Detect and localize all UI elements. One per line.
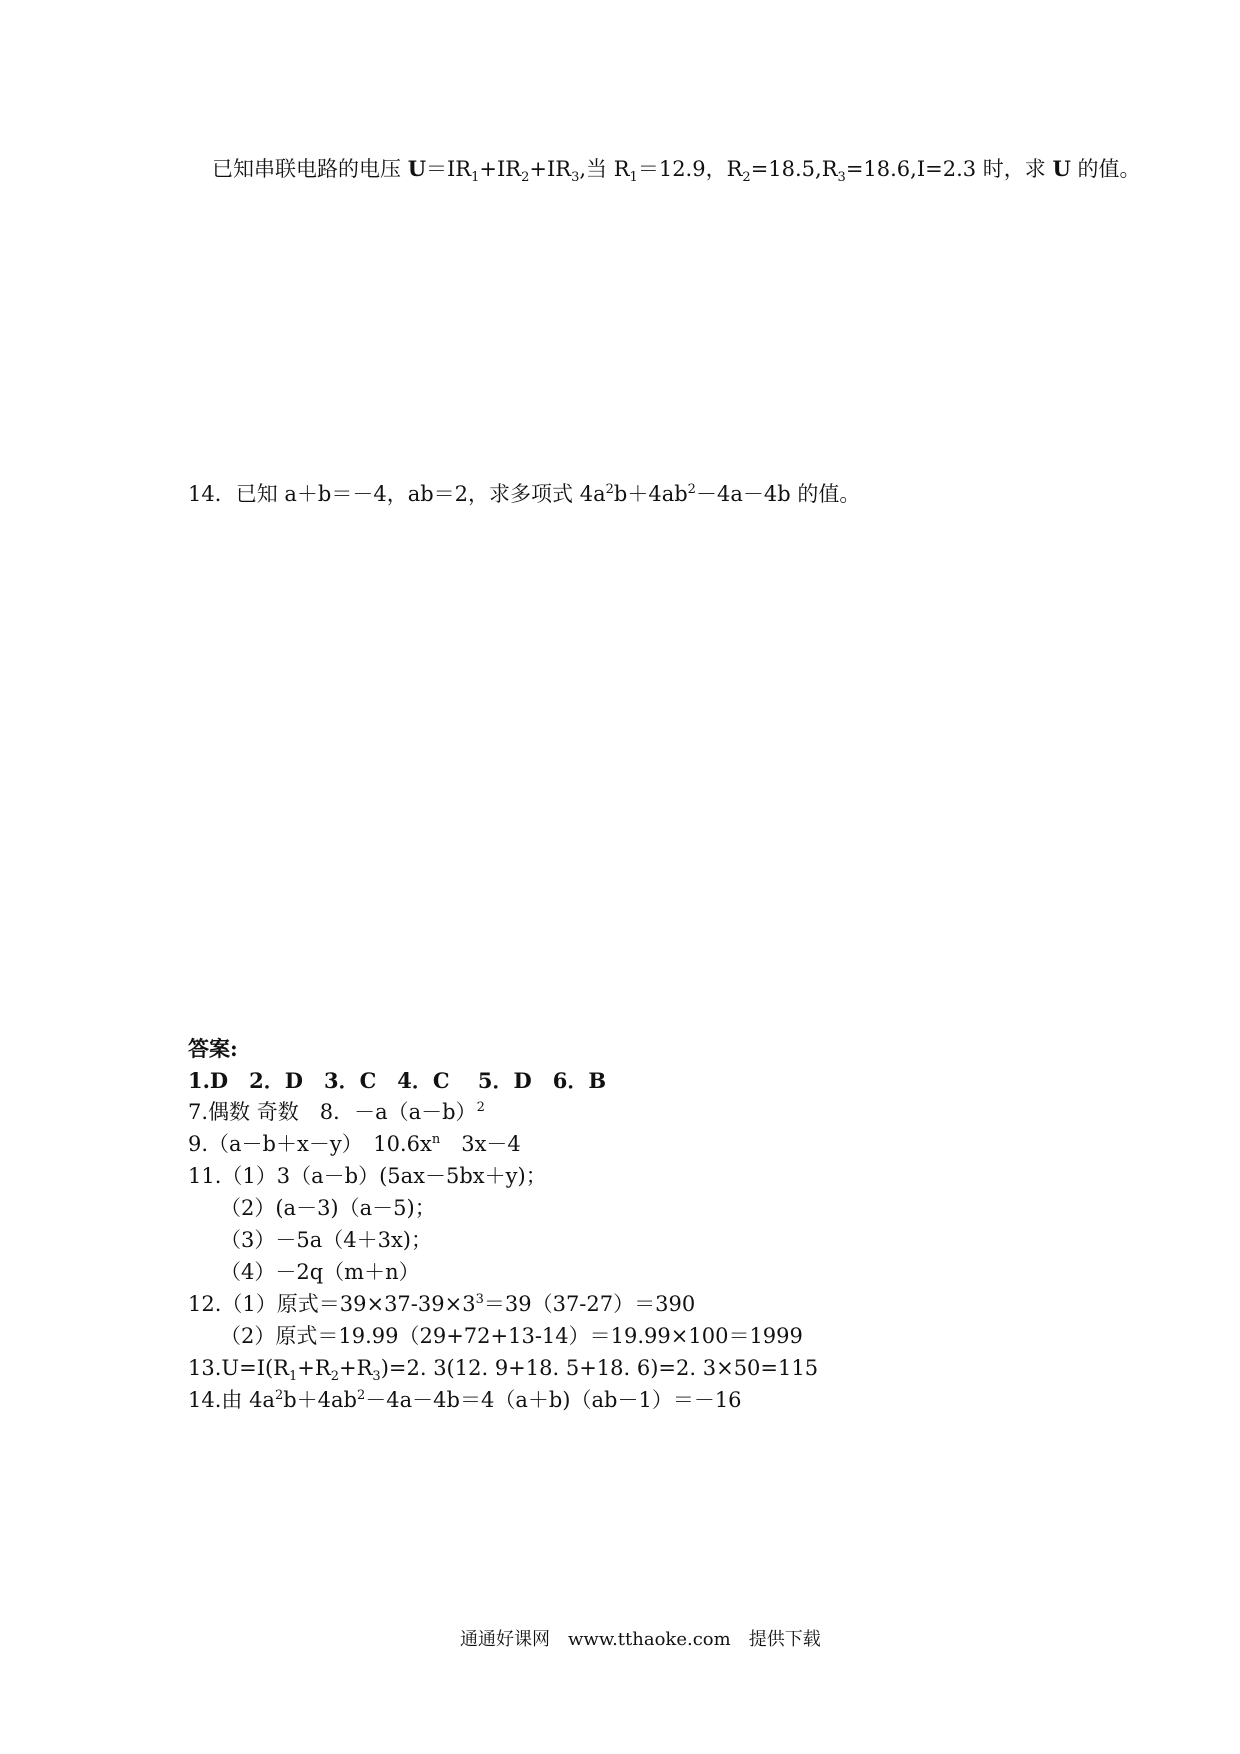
answer-text: ＝39（37-27）＝390: [483, 1292, 696, 1316]
answer-line: [188, 1292, 695, 1317]
answer-text: b＋4ab: [283, 1388, 358, 1412]
answer-line: （2）(a－3)（a－5)；: [220, 1196, 436, 1220]
answer-sup: 2: [357, 1388, 366, 1403]
q13-var-u: U: [1052, 156, 1071, 181]
q13-sub: 2: [742, 170, 751, 186]
q13-text: +IR: [529, 157, 572, 181]
q13-text: ＝12.9，R: [637, 157, 743, 181]
q14-sup: 2: [687, 482, 696, 497]
answer-text: 7.偶数 奇数 8．－a（a－b）: [188, 1100, 477, 1124]
answer-line: 1.D 2．D 3．C 4．C 5．D 6．B: [188, 1068, 607, 1093]
q13-text: +IR: [479, 157, 522, 181]
answer-sup: 3: [475, 1292, 484, 1307]
answer-text: 13.U=I(R: [188, 1356, 289, 1380]
answers-heading: 答案:: [188, 1036, 238, 1061]
q13-sub: 3: [837, 170, 846, 186]
answer-sub: 2: [330, 1369, 339, 1385]
answer-text: +R: [297, 1356, 331, 1380]
answer-line: [188, 1356, 819, 1385]
answer-text: －4a－4b＝4（a＋b)（ab－1）＝－16: [365, 1388, 742, 1412]
answer-text: 3x－4: [440, 1132, 521, 1156]
answer-text: +R: [338, 1356, 373, 1380]
answer-line: 11.（1）3（a－b）(5ax－5bx＋y)；: [188, 1164, 547, 1188]
answer-sup: n: [431, 1132, 441, 1147]
answer-sub: 3: [372, 1369, 381, 1385]
q13-sub: 3: [571, 170, 580, 186]
q14-text: －4a－4b 的值。: [695, 482, 861, 506]
answer-sub: 1: [289, 1369, 298, 1385]
q13-var-u: U: [407, 156, 427, 181]
answer-line: （4）－2q（m＋n）: [220, 1260, 420, 1284]
q13-text: =18.6,I=2.3 时，求: [845, 157, 1053, 181]
answer-sup: 2: [476, 1100, 485, 1115]
q14-text: 14．已知 a＋b＝－4，ab＝2，求多项式 4a: [188, 482, 606, 506]
q13-text: ＝IR: [426, 157, 472, 181]
answer-text: 14.由 4a: [188, 1388, 275, 1412]
answer-text: 12.（1）原式＝39×37-39×3: [188, 1292, 476, 1316]
answer-line: [188, 1388, 742, 1413]
answer-line: （3）－5a（4＋3x)；: [220, 1228, 432, 1252]
answer-text: 9.（a－b＋x－y） 10.6x: [188, 1132, 432, 1156]
q14-text: b＋4ab: [613, 482, 688, 506]
answer-line: [188, 1132, 521, 1157]
q13-text: 的值。: [1070, 157, 1141, 181]
question-13: [212, 156, 1141, 186]
answer-text: )=2. 3(12. 9+18. 5+18. 6)=2. 3×50=115: [380, 1356, 819, 1380]
q13-text: 已知串联电路的电压: [212, 157, 408, 181]
answer-sup: 2: [274, 1388, 284, 1403]
q13-sub: 1: [629, 170, 638, 186]
q13-sub: 2: [521, 170, 530, 186]
answer-line: （2）原式＝19.99（29+72+13-14）＝19.99×100＝1999: [220, 1324, 803, 1348]
q13-text: ,当 R: [579, 157, 630, 181]
page-footer: 通通好课网 www.tthaoke.com 提供下载: [460, 1629, 821, 1650]
q14-sup: 2: [605, 482, 614, 497]
answer-line: [188, 1100, 485, 1125]
q13-text: =18.5,R: [750, 157, 838, 181]
q13-sub: 1: [471, 170, 480, 186]
question-14: [188, 482, 860, 507]
